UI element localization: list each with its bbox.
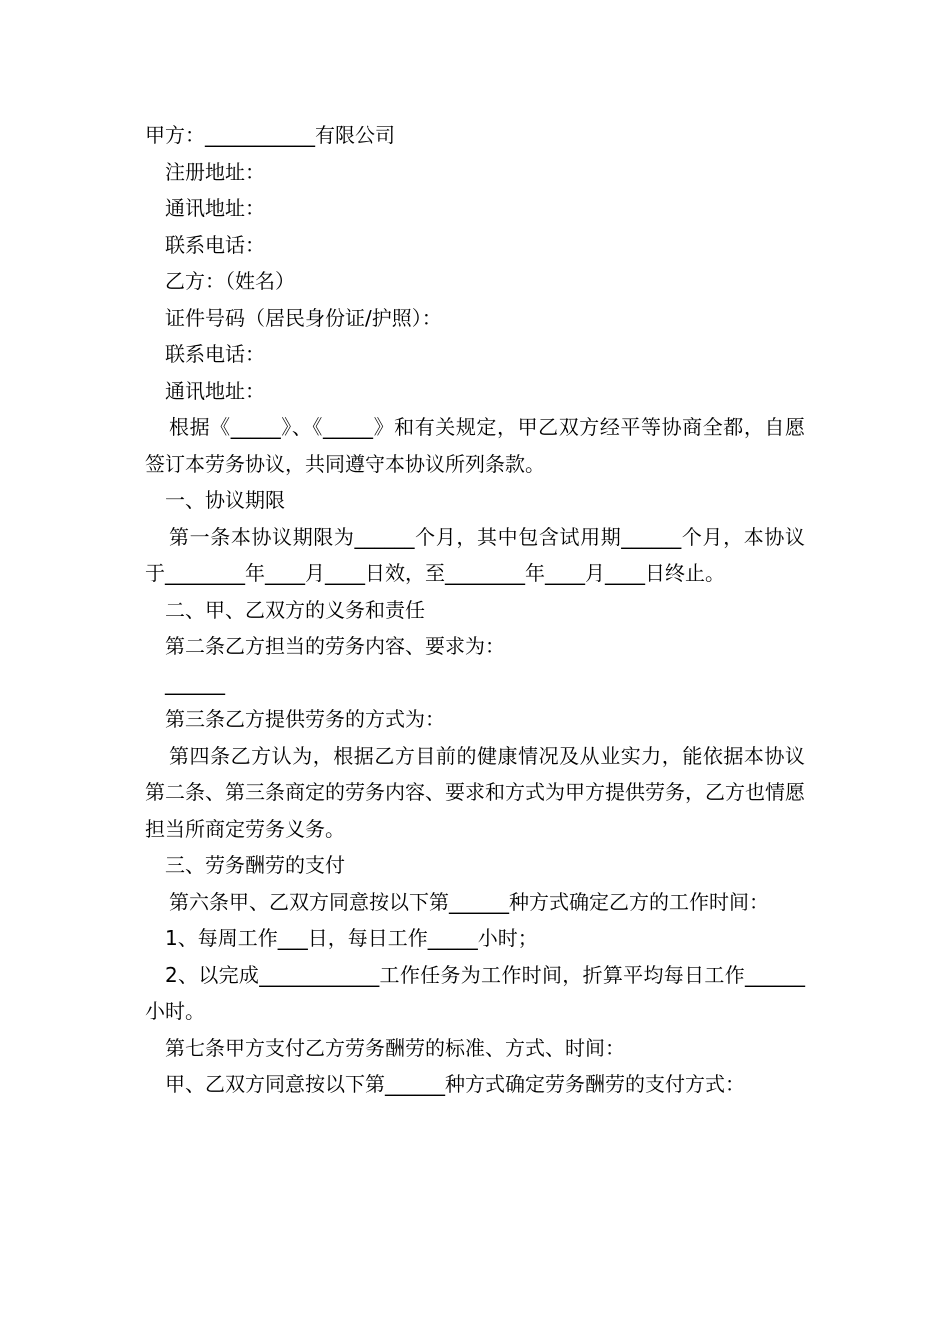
work-time-option-2: 2、以完成____________工作任务为工作时间，折算平均每日工作______小时。 (145, 962, 805, 1023)
party-a-line: 甲方：___________有限公司 (145, 123, 395, 147)
phone-b-line: 联系电话： (165, 342, 265, 366)
phone-a-line: 联系电话： (165, 232, 265, 257)
article-2-blank: ______ (165, 670, 225, 695)
contract-body (145, 117, 805, 1103)
section-heading-term: 一、协议期限 (165, 488, 285, 512)
section-heading-payment: 三、劳务酬劳的支付 (165, 853, 345, 877)
article-7-paragraph: 第七条甲方支付乙方劳务酬劳的标准、方式、时间： (165, 1035, 625, 1060)
article-2-paragraph: 第二条乙方担当的劳务内容、要求为： (165, 634, 505, 658)
mail-address-b-line: 通讯地址： (165, 378, 265, 403)
mail-address-a-line: 通讯地址： (165, 196, 265, 220)
article-4-paragraph: 第四条乙方认为，根据乙方目前的健康情况及从业实力，能依据本协议第二条、第三条商定的劳务内容、要求和方式为甲方提供劳务，乙方也情愿担当所商定劳务义务。 (145, 743, 805, 841)
preamble-paragraph: 根据《_____》、《_____》和有关规定，甲乙双方经平等协商全都，自愿签订本劳务协议，共同遵守本协议所列条款。 (145, 415, 805, 476)
registered-address-line: 注册地址： (165, 159, 265, 184)
payment-method-paragraph: 甲、乙双方同意按以下第______种方式确定劳务酬劳的支付方式： (165, 1072, 745, 1096)
article-3-paragraph: 第三条乙方提供劳务的方式为： (165, 707, 445, 731)
work-time-option-1: 1、每周工作___日，每日工作_____小时； (165, 926, 538, 950)
article-1-paragraph: 第一条本协议期限为______个月，其中包含试用期______个月，本协议于________年____月____日效，至________年____月____日终止。 (145, 524, 805, 585)
id-number-line: 证件号码（居民身份证/护照）： (165, 305, 442, 330)
party-b-line: 乙方：（姓名） (165, 269, 295, 293)
article-6-paragraph: 第六条甲、乙双方同意按以下第______种方式确定乙方的工作时间： (169, 889, 769, 914)
section-heading-duties: 二、甲、乙双方的义务和责任 (165, 597, 425, 622)
